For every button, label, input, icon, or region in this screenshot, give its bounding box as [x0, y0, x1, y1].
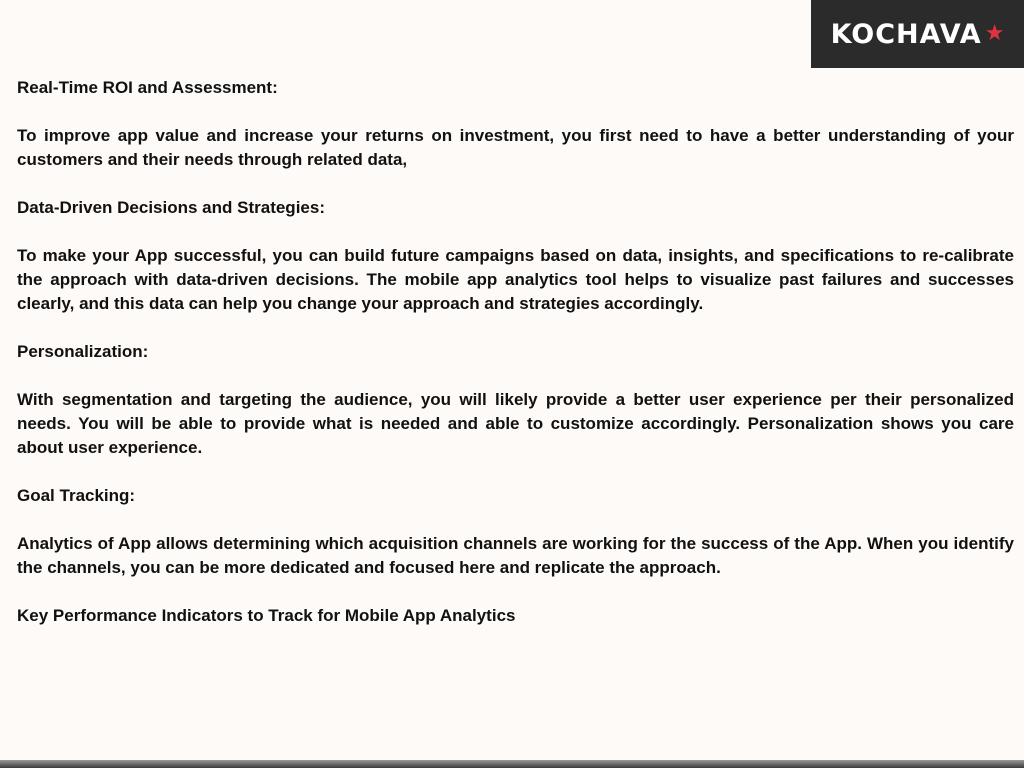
star-icon: ★: [984, 20, 1005, 45]
section-heading-roi: Real-Time ROI and Assessment:: [17, 78, 278, 97]
section-body-personalization: With segmentation and targeting the audience, you will likely provide a better user experience per their personalized needs. You will be able to provide what is needed and able to customize accordingly. Personalization shows you care about user experience.: [17, 390, 1014, 457]
bottom-divider: [0, 760, 1024, 768]
article-content: [17, 76, 1014, 652]
section-heading-personalization: Personalization:: [17, 342, 149, 361]
section-heading-decisions: Data-Driven Decisions and Strategies:: [17, 198, 325, 217]
section-body-goal-tracking: Analytics of App allows determining which acquisition channels are working for the success of the App. When you identify the channels, you can be more dedicated and focused here and replicate the approach.: [17, 534, 1014, 577]
section-body-decisions: To make your App successful, you can build future campaigns based on data, insights, and specifications to re-calibrate the approach with data-driven decisions. The mobile app analytics tool helps to visualize past failures and successes clearly, and this data can help you change your approach and strategies accordingly.: [17, 246, 1014, 313]
section-heading-goal-tracking: Goal Tracking:: [17, 486, 136, 505]
logo-text: KOCHAVA: [830, 18, 982, 50]
section-body-roi: To improve app value and increase your returns on investment, you first need to have a better understanding of your customers and their needs through related data,: [17, 126, 1014, 169]
kochava-logo: [811, 0, 1024, 68]
closing-heading: Key Performance Indicators to Track for Mobile App Analytics: [17, 606, 516, 625]
